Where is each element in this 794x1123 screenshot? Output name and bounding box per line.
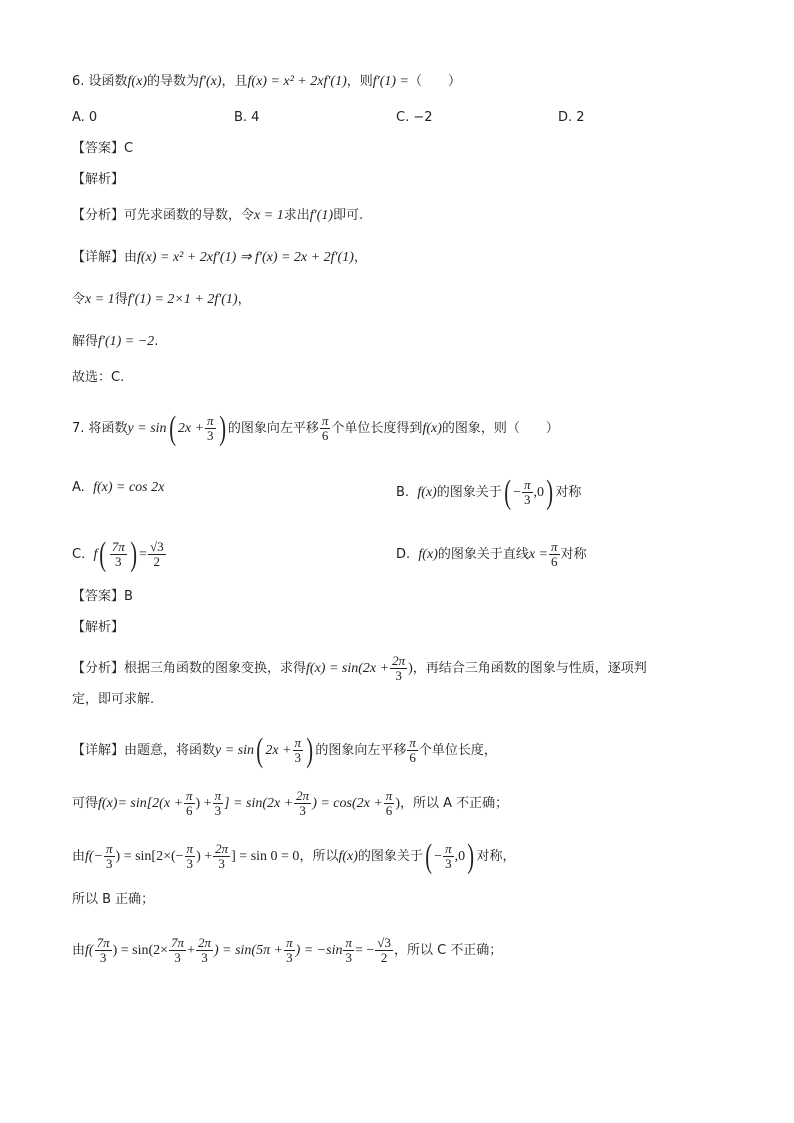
q6-option-d: D. 2 — [558, 110, 585, 125]
q7-step-b-result: 所以 B 正确； — [72, 892, 155, 907]
q6-step3: 解得f′(1) = −2. — [72, 334, 159, 349]
q6-fenxi: 【分析】可先求函数的导数，令x = 1求出f′(1)即可. — [72, 208, 364, 223]
q7-option-a: A. f(x) = cos 2x — [72, 480, 165, 495]
q6-step2: 令x = 1得f′(1) = 2×1 + 2f′(1)， — [72, 292, 251, 307]
q6-choice: 故选：C. — [72, 370, 125, 385]
q6-option-b: B. 4 — [234, 110, 260, 125]
q7-step-a: 可得f(x)= sin[2(x + $\frac{\pi}{6}$ ) + $\frac{\pi}{3}$ ] = sin(2x + $\frac{2\pi}{3}$ ) = cos(2x + $\frac{\pi}{6}$ )，所以 A 不正确； — [72, 788, 509, 818]
q7-stem: 7. 将函数y = sin( 2x + $\frac{\pi}{3}$ ) 的图象向左平移 $\frac{\pi}{6}$ 个单位长度得到f(x)的图象，则（ ） — [72, 409, 559, 447]
q7-fenxi-cont: 定，即可求解. — [72, 692, 155, 707]
q7-option-b: B. f(x)的图象关于( − $\frac{\pi}{3}$ ,0) 对称 — [396, 473, 582, 511]
q7-step-c: 由f( $\frac{7\pi}{3}$ ) = sin(2× $\frac{7\pi}{3}$ + $\frac{2\pi}{3}$ ) = sin(5π + $\frac{\pi}{3}$ ) = −sin $\frac{\pi}{3}$ = − $\frac{√3}{2}$ ，所以 C 不正确； — [72, 935, 503, 965]
q6-answer: 【答案】C — [72, 141, 134, 156]
q6-detail: 【详解】由f(x) = x² + 2xf′(1) ⇒ f′(x) = 2x + 2f′(1)， — [72, 250, 367, 265]
q7-detail: 【详解】由题意，将函数y = sin( 2x + $\frac{\pi}{3}$ ) 的图象向左平移 $\frac{\pi}{6}$ 个单位长度， — [72, 731, 497, 769]
q7-option-d: D. f(x)的图象关于直线x = $\frac{\pi}{6}$ 对称 — [396, 539, 587, 569]
q7-option-c: C. f( $\frac{7\pi}{3}$ ) = $\frac{√3}{2}$ — [72, 535, 164, 573]
q6-option-a: A. 0 — [72, 110, 98, 125]
q7-answer: 【答案】B — [72, 589, 133, 604]
q6-analysis-tag: 【解析】 — [72, 172, 125, 187]
q6-stem: 6. 设函数f(x)的导数为f′(x)，且f(x) = x² + 2xf′(1)，则f′(1) =（ ） — [72, 74, 462, 89]
q6-option-c: C. −2 — [396, 110, 433, 125]
q7-fenxi: 【分析】根据三角函数的图象变换，求得f(x) = sin(2x + $\frac{2\pi}{3}$ )，再结合三角函数的图象与性质，逐项判 — [72, 653, 647, 683]
q7-step-b: 由f(− $\frac{\pi}{3}$ ) = sin[2×(− $\frac{\pi}{3}$ ) + $\frac{2\pi}{3}$ ] = sin 0 = 0，所以f(x)的图象关于( − $\frac{\pi}{3}$ ,0) 对称， — [72, 837, 516, 875]
q7-analysis-tag: 【解析】 — [72, 620, 125, 635]
